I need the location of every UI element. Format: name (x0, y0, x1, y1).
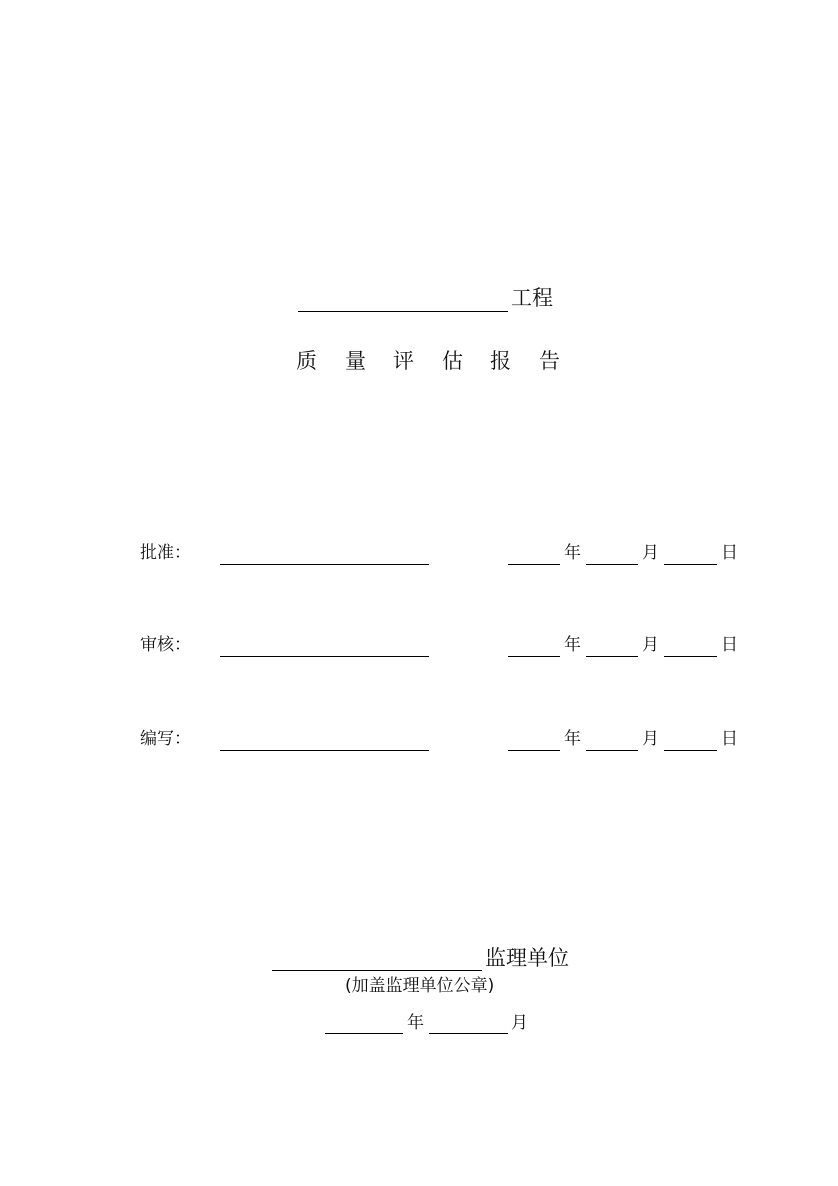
approve-day-blank[interactable] (664, 564, 717, 565)
review-label: 审核： (140, 635, 191, 655)
review-day-blank[interactable] (664, 656, 717, 657)
footer-month-blank[interactable] (429, 1033, 508, 1034)
footer-year-label: 年 (407, 1013, 424, 1033)
review-day-label: 日 (721, 635, 738, 655)
author-month-label: 月 (642, 729, 659, 749)
approve-year-label: 年 (564, 543, 581, 563)
approve-label: 批准： (140, 543, 191, 563)
approve-month-label: 月 (642, 543, 659, 563)
report-title-char: 估 (442, 349, 463, 373)
author-day-blank[interactable] (664, 750, 717, 751)
approve-year-blank[interactable] (508, 564, 560, 565)
author-signature-blank[interactable] (220, 750, 429, 751)
review-year-blank[interactable] (508, 656, 560, 657)
approve-signature-blank[interactable] (220, 564, 429, 565)
author-year-label: 年 (564, 729, 581, 749)
project-name-blank[interactable] (298, 311, 508, 312)
author-year-blank[interactable] (508, 750, 560, 751)
review-month-label: 月 (642, 635, 659, 655)
report-title-char: 质 (296, 349, 317, 373)
report-title-char: 报 (490, 349, 511, 373)
author-label: 编写： (140, 729, 191, 749)
approve-month-blank[interactable] (586, 564, 638, 565)
report-title-char: 评 (393, 349, 414, 373)
review-signature-blank[interactable] (220, 656, 429, 657)
supervision-unit-suffix: 监理单位 (485, 946, 569, 970)
author-day-label: 日 (721, 729, 738, 749)
project-suffix: 工程 (511, 286, 553, 310)
seal-note: (加盖监理单位公章) (345, 976, 495, 996)
author-month-blank[interactable] (586, 750, 638, 751)
supervision-unit-blank[interactable] (272, 970, 482, 971)
report-title-char: 量 (345, 349, 366, 373)
review-month-blank[interactable] (586, 656, 638, 657)
footer-year-blank[interactable] (325, 1033, 403, 1034)
footer-month-label: 月 (511, 1013, 528, 1033)
approve-day-label: 日 (721, 543, 738, 563)
report-title-char: 告 (539, 349, 560, 373)
review-year-label: 年 (564, 635, 581, 655)
